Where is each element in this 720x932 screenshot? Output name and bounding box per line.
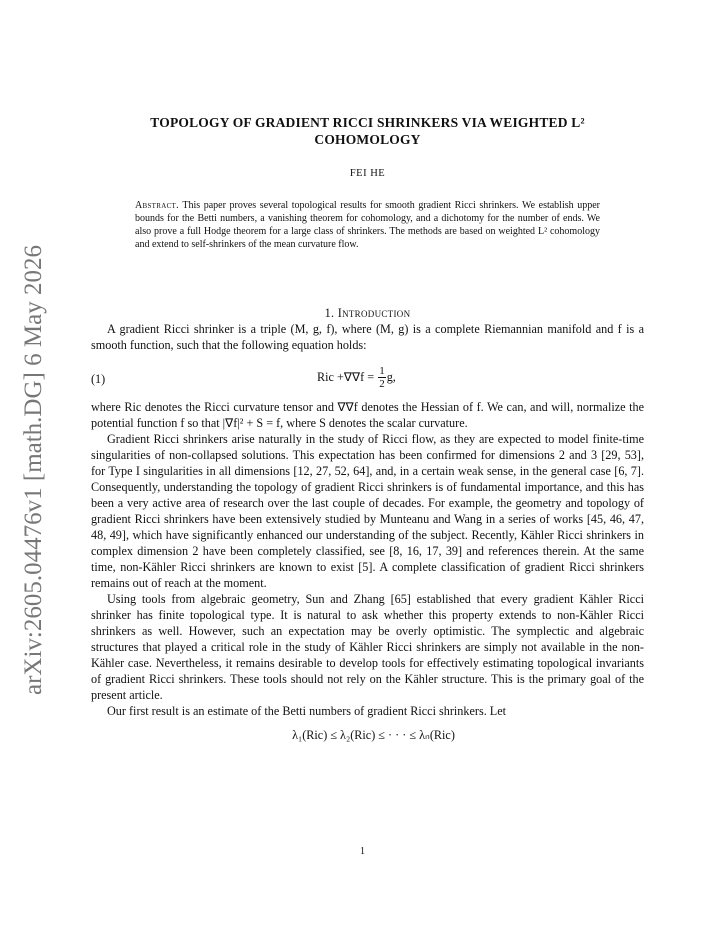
author: FEI HE <box>349 168 386 179</box>
equation-2: λ₁(Ric) ≤ λ₂(Ric) ≤ · · · ≤ λₙ(Ric) <box>292 728 455 742</box>
abstract <box>135 199 600 251</box>
title-line-1: TOPOLOGY OF GRADIENT RICCI SHRINKERS VIA WEIGHTED L² <box>150 115 585 130</box>
paragraph-2: where Ric denotes the Ricci curvature tensor and ∇∇f denotes the Hessian of f. We can, and will, normalize the potential function f so that |∇f|² + S = f, where S denotes the scalar curvature. <box>91 400 644 430</box>
equation-lhs: Ric +∇∇f = <box>317 370 375 384</box>
paper-page <box>91 114 644 743</box>
fraction-denominator: 2 <box>379 377 385 390</box>
paragraph-1: A gradient Ricci shrinker is a triple (M, g, f), where (M, g) is a complete Riemannian manifold and f is a smooth function, such that the following equation holds: <box>91 322 644 352</box>
paragraph-4: Using tools from algebraic geometry, Sun and Zhang [65] established that every gradient Kähler Ricci shrinker has finite topological type. It is natural to ask whether this property extends to non-Kähler Ricci shrinkers as well. However, such an expectation may be overly optimistic. The symplectic and algebraic structures that played a critical role in the study of Kähler Ricci shrinkers are simply not available in the non-Kähler case. Nevertheless, it remains desirable to develop tools for effectively estimating topological invariants of gradient Ricci shrinkers. These tools should not rely on the Kähler structure. This is the primary goal of the present article. <box>91 592 644 702</box>
page-number: 1 <box>360 846 365 857</box>
equation-body <box>317 361 396 393</box>
paper-title <box>91 114 644 148</box>
fraction <box>378 365 386 390</box>
arxiv-identifier: arXiv:2605.04476v1 [math.DG] 6 May 2026 <box>20 245 47 695</box>
equation-rhs: g, <box>386 370 396 384</box>
paragraph-3: Gradient Ricci shrinkers arise naturally in the study of Ricci flow, as they are expected to model finite-time singularities of non-collapsed solutions. This expectation has been confirmed for dimensions 2 and 3 [29, 53], for Type I singularities in all dimensions [12, 27, 52, 64], and, in a certain weak sense, in the general case [6, 7]. Consequently, understanding the topology of gradient Ricci shrinkers is of fundamental importance, and this has been a very active area of research over the last couple of decades. For example, the geometry and topology of gradient Ricci shrinkers have been extensively studied by Munteanu and Wang in a series of works [45, 46, 47, 48, 49], which have significantly enhanced our understanding of the subject. Recently, Kähler Ricci shrinkers in complex dimension 2 have been completely classified, see [8, 16, 17, 39] and references therein. At the same time, non-Kähler Ricci shrinkers are known to exist [5]. A complete classification of gradient Ricci shrinkers remains out of reach at the moment. <box>91 432 644 590</box>
equation-1 <box>91 361 644 393</box>
title-line-2: COHOMOLOGY <box>314 132 421 147</box>
abstract-text: This paper proves several topological results for smooth gradient Ricci shrinkers. We establish upper bounds for the Betti numbers, a vanishing theorem for cohomology, and a dichotomy for the number of ends. We also prove a full Hodge theorem for a large class of shrinkers. The methods are based on weighted L² cohomology and extend to self-shrinkers of the mean curvature flow. <box>135 200 600 250</box>
section-heading <box>91 305 644 321</box>
abstract-label: Abstract. <box>135 200 179 211</box>
section-title: Introduction <box>337 306 411 320</box>
paragraph-5: Our first result is an estimate of the Betti numbers of gradient Ricci shrinkers. Let <box>107 704 507 718</box>
fraction-numerator: 1 <box>379 364 385 377</box>
equation-number: (1) <box>91 372 106 386</box>
section-number: 1. <box>324 306 335 320</box>
